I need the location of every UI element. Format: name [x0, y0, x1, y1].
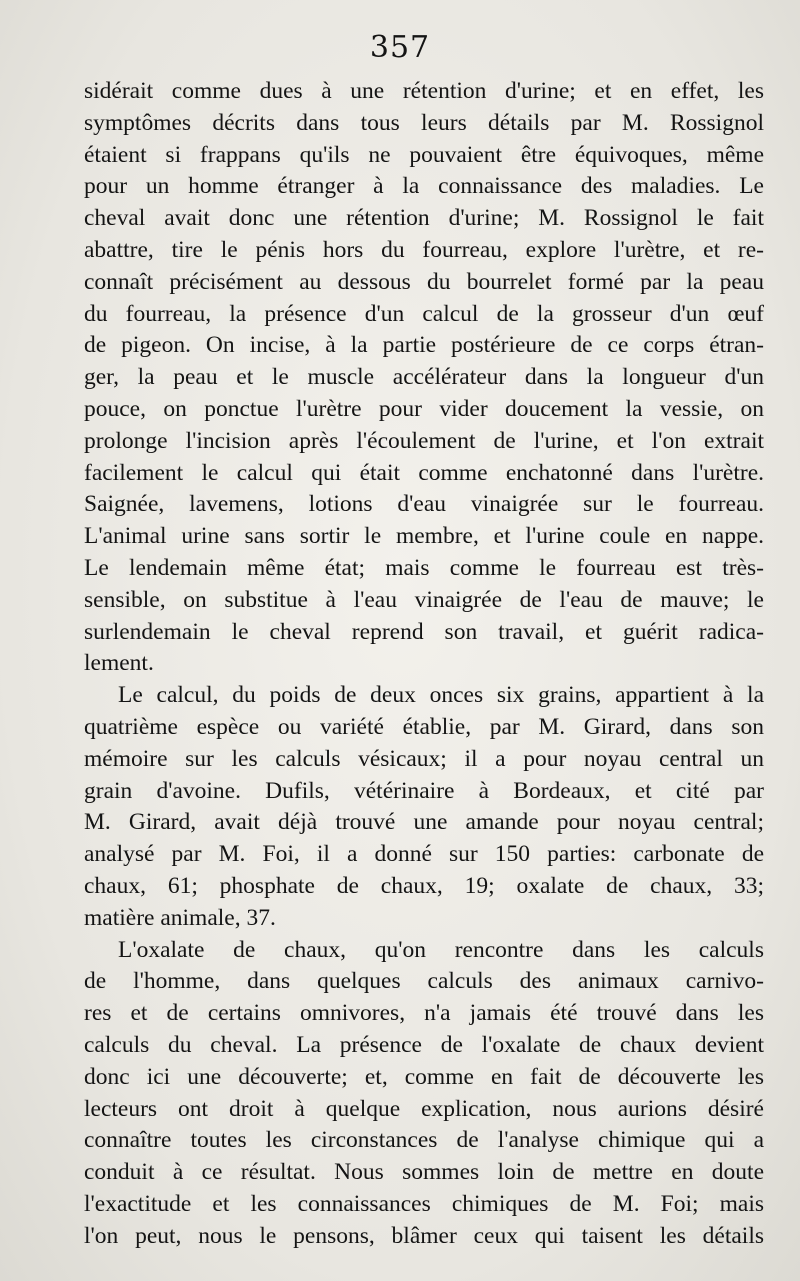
- text-line: pour un homme étranger à la connaissance des maladies. Le: [84, 173, 764, 200]
- text-line: L'oxalate de chaux, qu'on rencontre dans les calculs: [118, 936, 764, 963]
- text-line: lement.: [84, 650, 154, 677]
- text-line: cheval avait donc une rétention d'urine; M. Rossignol le fait: [84, 205, 764, 232]
- text-line: l'on peut, nous le pensons, blâmer ceux qui taisent les détails: [84, 1222, 764, 1249]
- text-line: quatrième espèce ou variété établie, par M. Girard, dans son: [84, 713, 764, 740]
- text-line: du fourreau, la présence d'un calcul de la grosseur d'un œuf: [84, 300, 764, 327]
- text-line: Le calcul, du poids de deux onces six grains, appartient à la: [118, 682, 764, 709]
- text-line: analysé par M. Foi, il a donné sur 150 parties: carbonate de: [84, 841, 764, 868]
- text-line: de l'homme, dans quelques calculs des animaux carnivo-: [84, 968, 764, 995]
- paragraph: [84, 76, 764, 680]
- text-line: ger, la peau et le muscle accélérateur dans la longueur d'un: [84, 364, 764, 391]
- paragraph: [84, 935, 764, 1253]
- text-line: mémoire sur les calculs vésicaux; il a pour noyau central un: [84, 745, 764, 772]
- text-line: donc ici une découverte; et, comme en fait de découverte les: [84, 1063, 764, 1090]
- text-line: M. Girard, avait déjà trouvé une amande pour noyau central;: [84, 809, 764, 836]
- text-line: conduit à ce résultat. Nous sommes loin de mettre en doute: [84, 1159, 764, 1186]
- text-line: connaître toutes les circonstances de l'analyse chimique qui a: [84, 1127, 764, 1154]
- text-line: Le lendemain même état; mais comme le fourreau est très-: [84, 554, 764, 581]
- text-line: L'animal urine sans sortir le membre, et l'urine coule en nappe.: [84, 523, 764, 550]
- text-line: l'exactitude et les connaissances chimiques de M. Foi; mais: [84, 1190, 764, 1217]
- text-line: sensible, on substitue à l'eau vinaigrée de l'eau de mauve; le: [84, 586, 764, 613]
- text-line: symptômes décrits dans tous leurs détails par M. Rossignol: [84, 109, 764, 136]
- text-line: de pigeon. On incise, à la partie postérieure de ce corps étran-: [84, 332, 764, 359]
- text-line: grain d'avoine. Dufils, vétérinaire à Bordeaux, et cité par: [84, 777, 764, 804]
- page-number: 357: [369, 30, 431, 65]
- text-line: calculs du cheval. La présence de l'oxalate de chaux devient: [84, 1031, 764, 1058]
- text-line: prolonge l'incision après l'écoulement de l'urine, et l'on extrait: [84, 427, 764, 454]
- text-line: res et de certains omnivores, n'a jamais été trouvé dans les: [84, 1000, 764, 1027]
- body-text: [84, 76, 764, 1252]
- paragraph: [84, 680, 764, 934]
- text-line: facilement le calcul qui était comme enchatonné dans l'urètre.: [84, 459, 764, 486]
- text-line: surlendemain le cheval reprend son travail, et guérit radica-: [84, 618, 764, 645]
- text-line: lecteurs ont droit à quelque explication, nous aurions désiré: [84, 1095, 764, 1122]
- text-line: abattre, tire le pénis hors du fourreau, explore l'urètre, et re-: [84, 236, 764, 263]
- text-line: connaît précisément au dessous du bourrelet formé par la peau: [84, 268, 764, 295]
- text-line: chaux, 61; phosphate de chaux, 19; oxalate de chaux, 33;: [84, 872, 764, 899]
- text-line: matière animale, 37.: [84, 904, 276, 931]
- text-line: étaient si frappans qu'ils ne pouvaient être équivoques, même: [84, 141, 764, 168]
- text-line: Saignée, lavemens, lotions d'eau vinaigrée sur le fourreau.: [84, 491, 764, 518]
- text-line: sidérait comme dues à une rétention d'urine; et en effet, les: [84, 78, 764, 104]
- text-line: pouce, on ponctue l'urètre pour vider doucement la vessie, on: [84, 395, 764, 422]
